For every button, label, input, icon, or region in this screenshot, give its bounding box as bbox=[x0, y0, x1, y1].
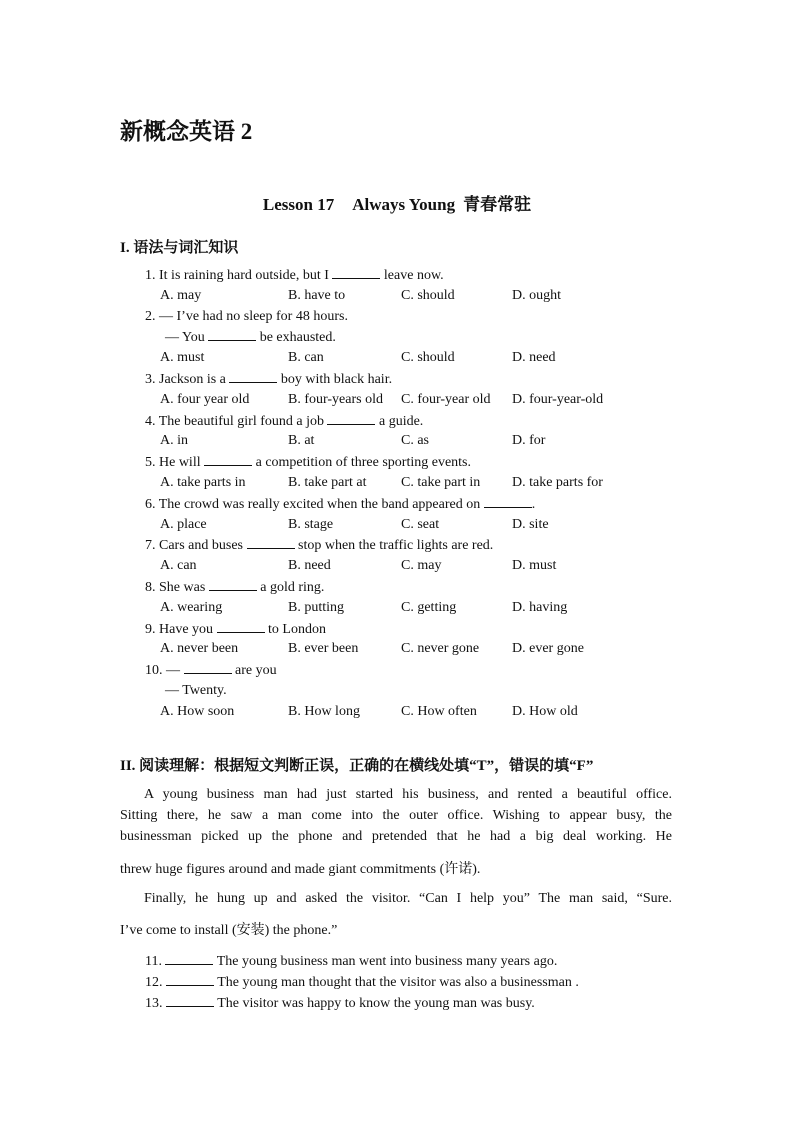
true-false-item bbox=[145, 973, 579, 992]
item-number: 12. bbox=[145, 975, 166, 990]
stem-text: 4. The beautiful girl found a job bbox=[145, 413, 328, 429]
answer-blank[interactable] bbox=[209, 578, 257, 591]
answer-blank[interactable] bbox=[208, 328, 256, 341]
stem-text: — Twenty. bbox=[165, 683, 227, 698]
question-substem bbox=[165, 328, 336, 347]
paragraph-line: Finally, he hung up and asked the visitor. “Can I help you” The man said, “Sure. bbox=[144, 891, 672, 906]
answer-option[interactable]: A. four year old bbox=[160, 391, 250, 407]
answer-option[interactable]: B. at bbox=[288, 433, 315, 449]
stem-text: 8. She was bbox=[145, 580, 209, 595]
answer-option[interactable]: B. four-years old bbox=[288, 391, 383, 407]
section-heading-grammar: I. 语法与词汇知识 bbox=[120, 240, 239, 256]
answer-option[interactable]: B. putting bbox=[288, 599, 345, 615]
stem-text: a guide. bbox=[375, 413, 424, 429]
answer-option[interactable]: C. How often bbox=[401, 703, 477, 719]
stem-text: 3. Jackson is a bbox=[145, 372, 230, 387]
answer-option[interactable]: C. getting bbox=[401, 599, 457, 615]
stem-text: a gold ring. bbox=[256, 580, 325, 595]
stem-text: 9. Have you bbox=[145, 621, 217, 637]
answer-option[interactable]: B. ever been bbox=[288, 641, 359, 657]
answer-option[interactable]: B. stage bbox=[288, 516, 334, 532]
answer-option[interactable]: D. ought bbox=[512, 287, 561, 303]
answer-option[interactable]: C. never gone bbox=[401, 641, 480, 657]
answer-option[interactable]: A. must bbox=[160, 350, 205, 366]
stem-text: . bbox=[531, 496, 536, 512]
answer-option[interactable]: B. need bbox=[288, 558, 331, 574]
answer-option[interactable]: D. ever gone bbox=[512, 641, 584, 657]
answer-option[interactable]: D. having bbox=[512, 599, 568, 615]
answer-blank[interactable] bbox=[184, 661, 232, 674]
answer-option[interactable]: A. wearing bbox=[160, 599, 223, 615]
question-stem bbox=[145, 620, 326, 639]
answer-option[interactable]: D. site bbox=[512, 516, 549, 532]
true-false-item bbox=[145, 952, 557, 971]
stem-text: stop when the traffic lights are red. bbox=[294, 538, 494, 554]
answer-option[interactable]: A. in bbox=[160, 433, 188, 449]
reading-paragraph-1 bbox=[120, 786, 672, 891]
stem-text: — You bbox=[165, 330, 209, 346]
question-substem bbox=[165, 682, 227, 700]
lesson-number: Lesson 17 bbox=[262, 195, 335, 214]
answer-option[interactable]: D. take parts for bbox=[512, 475, 603, 490]
answer-option[interactable]: C. seat bbox=[401, 516, 440, 532]
answer-option[interactable]: B. How long bbox=[288, 703, 360, 719]
question-stem bbox=[145, 453, 471, 472]
stem-text: boy with black hair. bbox=[277, 372, 393, 387]
answer-option[interactable]: D. for bbox=[512, 433, 546, 449]
stem-text: 7. Cars and buses bbox=[145, 538, 247, 554]
stem-text: 10. — bbox=[145, 663, 184, 679]
answer-blank[interactable] bbox=[332, 266, 380, 279]
question-stem bbox=[145, 266, 444, 285]
answer-option[interactable]: C. four-year old bbox=[401, 391, 491, 407]
answer-option[interactable]: A. take parts in bbox=[160, 475, 246, 490]
stem-text: 6. The crowd was really excited when the band appeared on bbox=[145, 496, 484, 512]
answer-option[interactable]: A. may bbox=[160, 287, 202, 303]
answer-blank[interactable] bbox=[166, 973, 214, 986]
answer-option[interactable]: C. may bbox=[401, 558, 442, 574]
answer-option[interactable]: B. have to bbox=[288, 287, 346, 303]
answer-blank[interactable] bbox=[484, 495, 532, 508]
item-text: The young man thought that the visitor was also a businessman . bbox=[214, 975, 579, 990]
stem-text: to London bbox=[264, 621, 326, 637]
paragraph-line: businessman picked up the phone and pretended that he had a big deal working. He bbox=[120, 829, 672, 844]
paragraph-line: I’ve come to install (安装) the phone.” bbox=[120, 923, 338, 938]
section-heading-reading: II. 阅读理解：根据短文判断正误，正确的在横线处填“T”，错误的填“F” bbox=[120, 758, 594, 774]
stem-text: 5. He will bbox=[145, 455, 205, 471]
stem-text: 1. It is raining hard outside, but I bbox=[145, 268, 333, 283]
true-false-item bbox=[145, 994, 535, 1013]
answer-blank[interactable] bbox=[166, 994, 214, 1007]
answer-option[interactable]: D. need bbox=[512, 350, 556, 366]
answer-option[interactable]: C. should bbox=[401, 287, 455, 303]
answer-option[interactable]: D. must bbox=[512, 558, 557, 574]
answer-option[interactable]: B. take part at bbox=[288, 475, 367, 490]
answer-option[interactable]: D. How old bbox=[512, 703, 578, 719]
stem-text: leave now. bbox=[380, 268, 444, 283]
answer-option[interactable]: C. should bbox=[401, 350, 455, 366]
answer-option[interactable]: A. place bbox=[160, 516, 207, 532]
document-title: 新概念英语 2 bbox=[120, 119, 253, 144]
lesson-title bbox=[0, 190, 794, 215]
answer-blank[interactable] bbox=[217, 620, 265, 633]
answer-option[interactable]: C. take part in bbox=[401, 475, 481, 490]
answer-option[interactable]: A. How soon bbox=[160, 703, 235, 719]
item-number: 11. bbox=[145, 954, 166, 969]
question-stem bbox=[145, 661, 277, 680]
question-stem bbox=[145, 536, 493, 555]
answer-option[interactable]: B. can bbox=[288, 350, 324, 366]
answer-blank[interactable] bbox=[327, 412, 375, 425]
item-text: The young business man went into business many years ago. bbox=[213, 954, 558, 969]
answer-blank[interactable] bbox=[165, 952, 213, 965]
stem-text: be exhausted. bbox=[256, 330, 336, 346]
lesson-english-title: Always Young bbox=[352, 195, 456, 214]
lesson-chinese-title: 青春常驻 bbox=[463, 195, 532, 214]
answer-blank[interactable] bbox=[247, 536, 295, 549]
stem-text: 2. — I’ve had no sleep for 48 hours. bbox=[145, 308, 348, 324]
question-stem bbox=[145, 370, 392, 389]
answer-blank[interactable] bbox=[229, 370, 277, 383]
answer-option[interactable]: A. never been bbox=[160, 641, 239, 657]
stem-text: are you bbox=[231, 663, 277, 679]
answer-option[interactable]: D. four-year-old bbox=[512, 391, 604, 407]
question-stem bbox=[145, 578, 324, 597]
reading-paragraph-2 bbox=[120, 890, 672, 943]
answer-option[interactable]: A. can bbox=[160, 558, 197, 574]
question-stem bbox=[145, 412, 423, 431]
stem-text: a competition of three sporting events. bbox=[252, 455, 471, 471]
paragraph-line: Sitting there, he saw a man come into the outer office. Wishing to appear busy, the bbox=[120, 808, 672, 823]
item-number: 13. bbox=[145, 996, 166, 1011]
question-stem bbox=[145, 495, 535, 514]
paragraph-line: A young business man had just started his business, and rented a beautiful office. bbox=[144, 787, 672, 802]
answer-option[interactable]: C. as bbox=[401, 433, 429, 449]
paragraph-line: threw huge figures around and made giant commitments (许诺). bbox=[120, 862, 481, 877]
question-stem bbox=[145, 308, 348, 326]
answer-blank[interactable] bbox=[204, 453, 252, 466]
item-text: The visitor was happy to know the young man was busy. bbox=[214, 996, 535, 1011]
